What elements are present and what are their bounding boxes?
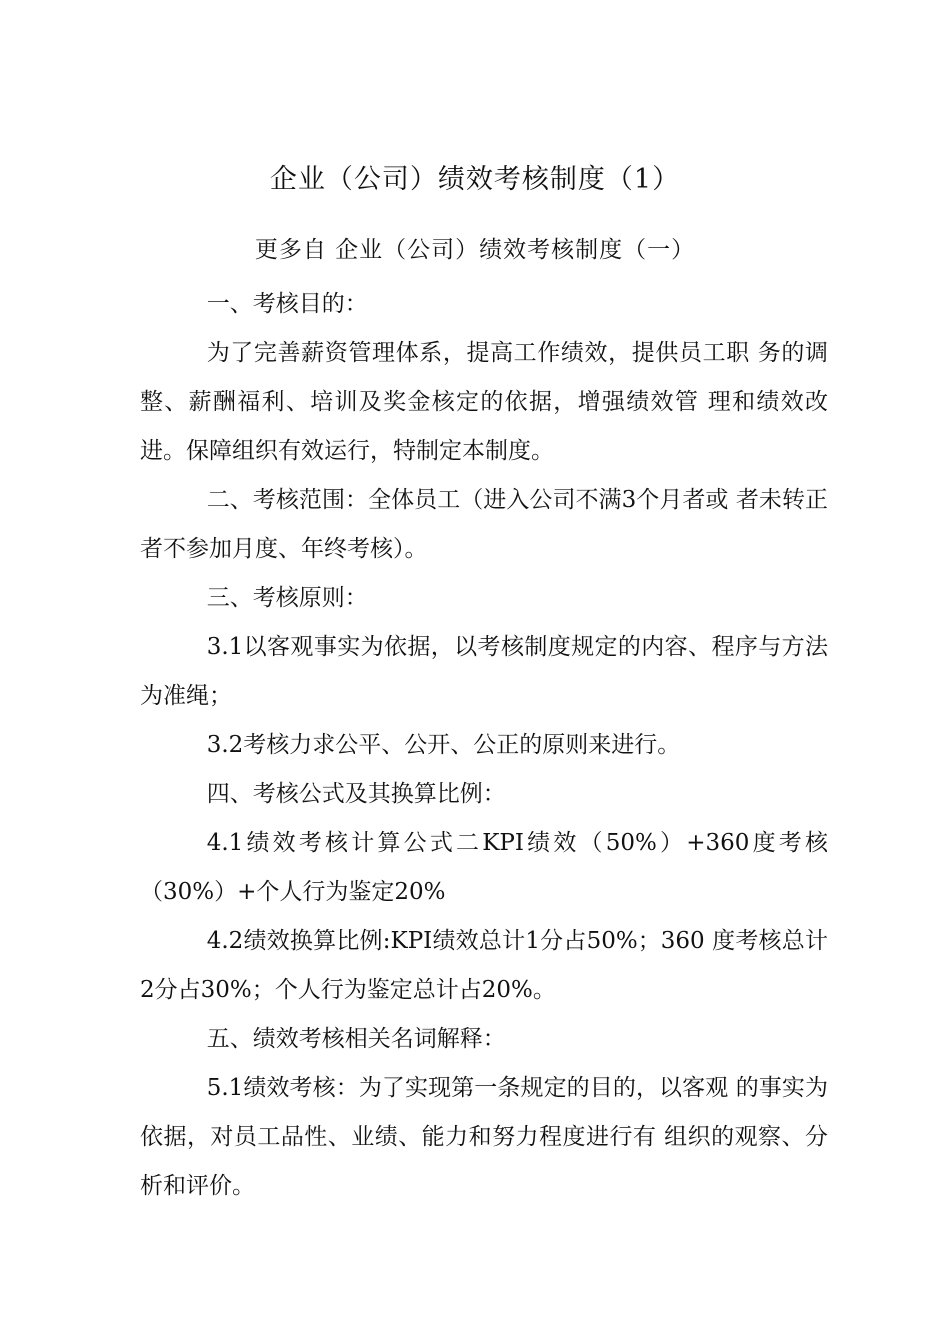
document-subtitle: 更多自 企业（公司）绩效考核制度（一） xyxy=(254,237,696,263)
paragraph-formula-4-1: 4.1绩效考核计算公式二KPI绩效（50%）+360度考核（30%）+个人行为鉴定20% xyxy=(140,830,828,905)
document-title: 企业（公司）绩效考核制度（1） xyxy=(269,164,681,195)
paragraph-scope: 二、考核范围：全体员工（进入公司不满3个月者或 者未转正者不参加月度、年终考核）。 xyxy=(140,487,828,562)
heading-principles: 三、考核原则： xyxy=(206,585,368,611)
paragraph-term-5-1: 5.1绩效考核：为了实现第一条规定的目的，以客观 的事实为依据，对员工品性、业绩、能力和努力程度进行有 组织的观察、分析和评价。 xyxy=(140,1075,828,1199)
paragraph-purpose: 为了完善薪资管理体系，提高工作绩效，提供员工职 务的调整、薪酬福利、培训及奖金核定的依据，增强绩效管 理和绩效改进。保障组织有效运行，特制定本制度。 xyxy=(140,340,828,464)
document-body xyxy=(140,280,828,1211)
heading-terms: 五、绩效考核相关名词解释： xyxy=(206,1026,506,1052)
paragraph-formula-4-2: 4.2绩效换算比例:KPI绩效总计1分占50%；360 度考核总计2分占30%；个人行为鉴定总计占20%。 xyxy=(140,928,828,1003)
paragraph-principle-3-2: 3.2考核力求公平、公开、公正的原则来进行。 xyxy=(206,732,681,758)
paragraph-principle-3-1: 3.1以客观事实为依据，以考核制度规定的内容、程序与方法为准绳； xyxy=(140,634,828,709)
heading-formula: 四、考核公式及其换算比例： xyxy=(206,781,506,807)
heading-purpose: 一、考核目的： xyxy=(206,291,368,317)
